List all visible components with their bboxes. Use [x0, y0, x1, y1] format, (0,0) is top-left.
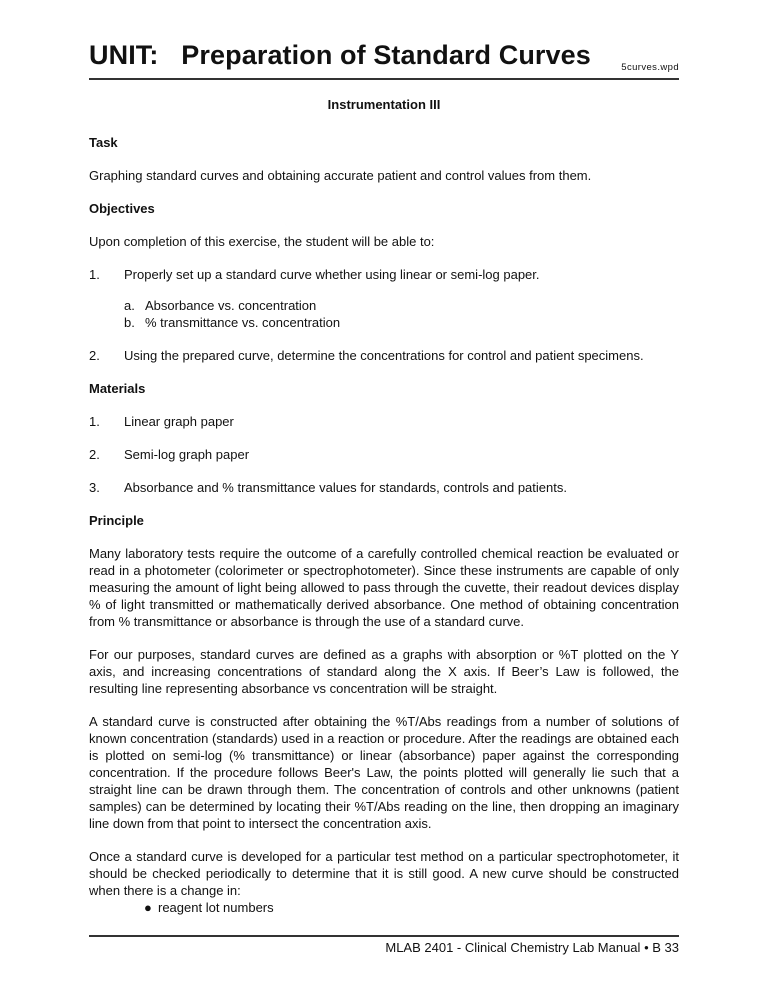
- material-text: Linear graph paper: [124, 414, 234, 429]
- material-number: 2.: [89, 447, 100, 462]
- material-text: Absorbance and % transmittance values for standards, controls and patients.: [124, 480, 567, 495]
- footer-divider: [89, 935, 679, 937]
- unit-title: UNIT: Preparation of Standard Curves: [89, 40, 591, 70]
- objective-text: Using the prepared curve, determine the concentrations for control and patient specimens.: [124, 348, 644, 363]
- material-number: 1.: [89, 414, 100, 429]
- subitem-letter: a.: [124, 298, 135, 313]
- section-subtitle: Instrumentation III: [327, 97, 441, 112]
- objective-number: 2.: [89, 348, 100, 363]
- objective-text: Properly set up a standard curve whether using linear or semi-log paper.: [124, 267, 540, 282]
- principle-paragraph: For our purposes, standard curves are defined as a graphs with absorption or %T plotted on the Y axis, and increasing concentrations of standard along the X axis. If Beer’s Law is followed, the resulting line representing absorbance vs concentration will be straight.: [89, 647, 679, 696]
- subitem-text: Absorbance vs. concentration: [145, 298, 317, 313]
- objective-subitem: [124, 314, 679, 331]
- footer-text: MLAB 2401 - Clinical Chemistry Lab Manual: [385, 940, 641, 955]
- objectives-intro: Upon completion of this exercise, the student will be able to:: [89, 234, 435, 249]
- page-footer: [385, 940, 679, 955]
- header-divider: [89, 78, 679, 80]
- bullet-icon: ●: [144, 900, 152, 915]
- page-header: [89, 40, 679, 80]
- file-name: 5curves.wpd: [621, 62, 679, 73]
- bullet-text: reagent lot numbers: [158, 900, 274, 915]
- objectives-heading: Objectives: [89, 201, 155, 216]
- objective-subitem: [124, 297, 679, 314]
- footer-separator: •: [644, 940, 649, 955]
- principle-paragraph: A standard curve is constructed after obtaining the %T/Abs readings from a number of solutions of known concentration (standards) used in a reaction or procedure. After the readings are obtained each is plotted on semi-log (% transmittance) or linear (absorbance) paper against the corresponding concentration. If the procedure follows Beer's Law, the points plotted will generally lie such that a straight line can be drawn through them. The concentration of controls and other unknowns (patient samples) can be determined by locating their %T/Abs reading on the line, then dropping an imaginary line down from that point to intersect the concentration axis.: [89, 714, 679, 831]
- task-heading: Task: [89, 135, 118, 150]
- material-item: [89, 446, 679, 463]
- subitem-text: % transmittance vs. concentration: [145, 315, 341, 330]
- material-number: 3.: [89, 480, 100, 495]
- page-number: B 33: [652, 940, 679, 955]
- material-item: [89, 413, 679, 430]
- principle-paragraph: Once a standard curve is developed for a particular test method on a particular spectrophotometer, it should be checked periodically to determine that it is still good. A new curve should be constructed when there is a change in:: [89, 849, 679, 898]
- objective-item: [89, 347, 679, 364]
- principle-heading: Principle: [89, 513, 144, 528]
- objective-number: 1.: [89, 267, 100, 282]
- task-text: Graphing standard curves and obtaining accurate patient and control values from them.: [89, 168, 592, 183]
- document-body: [89, 96, 679, 916]
- materials-heading: Materials: [89, 381, 146, 396]
- bullet-item: [144, 899, 679, 916]
- principle-paragraph: Many laboratory tests require the outcome of a carefully controlled chemical reaction be evaluated or read in a photometer (colorimeter or spectrophotometer). Since these instruments are capable of only measuring the amount of light being allowed to pass through the cuvette, their readout devices display % of light transmitted or mathematically derived absorbance. One method of obtaining concentration from % transmittance or absorbance is through the use of a standard curve.: [89, 546, 679, 629]
- material-text: Semi-log graph paper: [124, 447, 250, 462]
- objective-subitems: [124, 297, 679, 331]
- subitem-letter: b.: [124, 315, 135, 330]
- objective-item: [89, 266, 679, 283]
- material-item: [89, 479, 679, 496]
